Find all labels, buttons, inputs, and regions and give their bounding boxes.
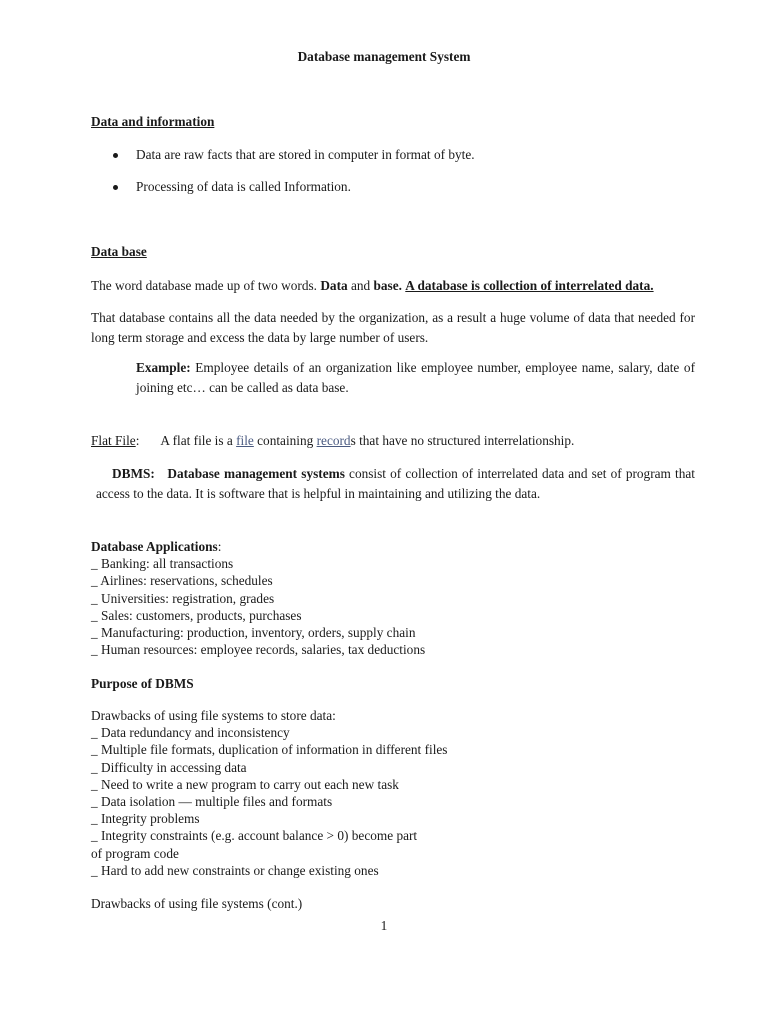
database-paragraph-segment: The word database made up of two words. [91,278,321,293]
dbms-paragraph [96,464,695,504]
flat-file-label: Flat File [91,433,136,448]
flat-file-text-after: s that have no structured interrelationship. [350,433,575,448]
drawbacks-list [91,724,695,879]
application-list-item: _ Banking: all transactions [91,556,234,572]
heading-data-information: Data and information [91,114,215,129]
applications-list [91,555,695,658]
heading-database: Data base [91,244,147,259]
heading-applications: Database Applications [91,539,218,554]
application-list-item: _ Manufacturing: production, inventory, orders, supply chain [91,625,416,641]
database-paragraph-segment: base. [373,278,402,293]
applications-colon: : [217,539,222,554]
flat-file-colon: : [135,433,140,448]
dbms-term: Database management systems [167,466,345,481]
purpose-intro: Drawbacks of using file systems to store data: [91,708,336,723]
flat-file-text-before: A flat file is a [160,433,237,448]
document-title: Database management System [297,49,471,64]
page-number: 1 [380,918,388,933]
purpose-intro-wrapper [91,707,695,724]
section-purpose [91,675,695,912]
dbms-text: consist of collection of interrelated data and set of program that access to the data. It is software that is helpful in maintaining and utilizing the data. [96,466,695,501]
heading-purpose: Purpose of DBMS [91,676,194,691]
section-database [91,244,695,398]
drawback-list-item: _ Difficulty in accessing data [91,759,247,775]
drawbacks-cont-line: Drawbacks of using file systems (cont.) [91,896,303,912]
drawback-list-item: _ Data isolation — multiple files and formats [91,794,333,810]
example-text: Employee details of an organization like employee number, employee name, salary, date of joining etc… can be called as data base. [136,360,695,395]
database-definition-paragraph [91,276,695,296]
drawback-list-item: _ Integrity constraints (e.g. account balance > 0) become part [91,828,418,844]
drawback-list-item: _ Need to write a new program to carry out each new task [91,776,399,792]
flat-file-text-middle: containing [253,433,317,448]
database-paragraph-segment: A database is collection of interrelated data. [405,278,654,293]
application-list-item: _ Universities: registration, grades [91,590,275,606]
database-purpose-text: That database contains all the data needed by the organization, as a result a huge volume of data that needed for long term storage and excess the data by large number of users. [91,310,695,345]
record-link[interactable]: record [316,433,351,448]
drawback-list-item: _ Hard to add new constraints or change existing ones [91,862,379,878]
dbms-label: DBMS: [112,466,155,481]
section-data-information [91,114,695,195]
drawback-list-item: _ Multiple file formats, duplication of information in different files [91,742,448,758]
application-list-item: _ Sales: customers, products, purchases [91,607,302,623]
section-applications [91,538,695,658]
drawback-list-item: _ Integrity problems [91,811,200,827]
purpose-footer-wrapper [91,895,695,912]
example-label: Example: [136,360,191,375]
drawback-list-item: _ Data redundancy and inconsistency [91,725,290,741]
database-paragraph-segment: and [347,278,374,293]
bullet-item: Data are raw facts that are stored in computer in format of byte. [91,147,695,163]
file-link[interactable]: file [236,433,254,448]
application-list-item: _ Airlines: reservations, schedules [91,573,273,589]
database-purpose-paragraph [91,308,695,348]
bullet-item: Processing of data is called Information. [91,179,695,195]
database-paragraph-segment: Data [320,278,348,293]
application-list-item: _ Human resources: employee records, salaries, tax deductions [91,642,426,658]
drawback-list-item: of program code [91,845,179,861]
flat-file-line [91,433,695,449]
example-block [136,358,695,398]
